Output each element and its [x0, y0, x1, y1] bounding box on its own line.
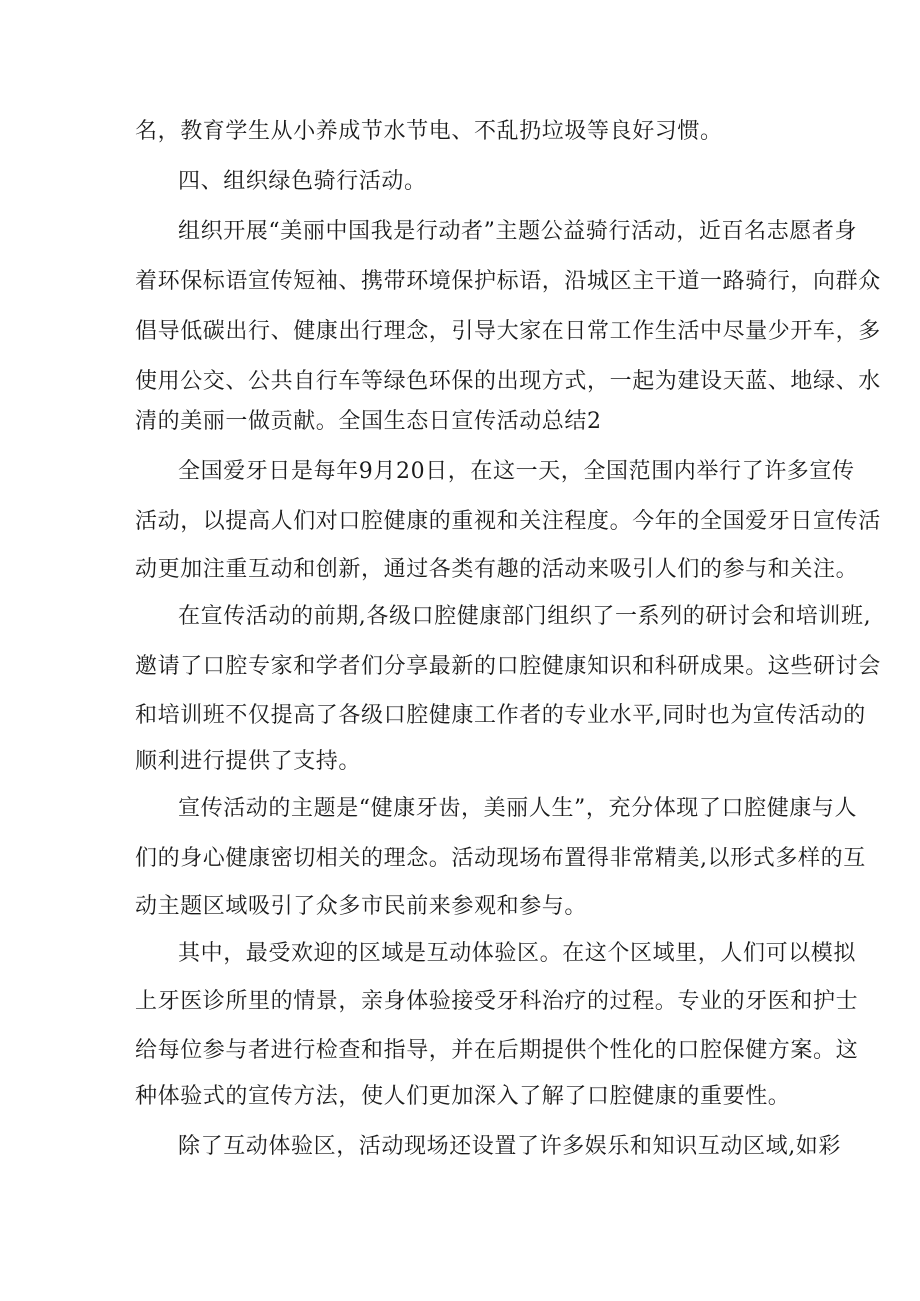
text-line: 给每位参与者进行检查和指导，并在后期提供个性化的口腔保健方案。这: [135, 1038, 859, 1063]
text-line: 宣传活动的主题是“健康牙齿，美丽人生”，充分体现了口腔健康与人: [178, 796, 858, 821]
text-line: 在宣传活动的前期,各级口腔健康部门组织了一系列的研讨会和培训班,: [178, 604, 872, 629]
text-line: 着环保标语宣传短袖、携带环境保护标语，沿城区主干道一路骑行，向群众: [135, 269, 881, 294]
text-line: 使用公交、公共自行车等绿色环保的出现方式，一起为建设天蓝、地绿、水: [135, 369, 881, 394]
text-line: 倡导低碳出行、健康出行理念，引导大家在日常工作生活中尽量少开车，多: [135, 319, 881, 344]
text-line: 其中，最受欢迎的区域是互动体验区。在这个区域里，人们可以模拟: [178, 941, 857, 966]
text-line: 清的美丽一做贡献。全国生态日宣传活动总结2: [135, 409, 602, 434]
text-line: 种体验式的宣传方法，使人们更加深入了解了口腔健康的重要性。: [135, 1084, 791, 1109]
text-line: 上牙医诊所里的情景，亲身体验接受牙科治疗的过程。专业的牙医和护士: [135, 989, 859, 1014]
text-line: 动主题区域吸引了众多市民前来参观和参与。: [135, 894, 588, 919]
text-line: 和培训班不仅提高了各级口腔健康工作者的专业水平,同时也为宣传活动的: [135, 703, 866, 728]
text-line: 们的身心健康密切相关的理念。活动现场布置得非常精美,以形式多样的互: [135, 846, 866, 871]
text-line: 顺利进行提供了支持。: [135, 749, 362, 774]
section-heading: 四、组织绿色骑行活动。: [178, 169, 427, 194]
text-line: 动更加注重互动和创新，通过各类有趣的活动来吸引人们的参与和关注。: [135, 557, 859, 582]
text-line: 名，教育学生从小养成节水节电、不乱扔垃圾等良好习惯。: [135, 119, 723, 144]
text-line: 除了互动体验区，活动现场还设置了许多娱乐和知识互动区域,如彩: [178, 1134, 841, 1159]
text-line: 活动，以提高人们对口腔健康的重视和关注程度。今年的全国爱牙日宣传活: [135, 509, 881, 534]
text-line: 全国爱牙日是每年9月20日，在这一天，全国范围内举行了许多宣传: [178, 459, 855, 484]
text-line: 邀请了口腔专家和学者们分享最新的口腔健康知识和科研成果。这些研讨会: [135, 654, 881, 679]
text-line: 组织开展“美丽中国我是行动者”主题公益骑行活动，近百名志愿者身: [178, 219, 858, 244]
